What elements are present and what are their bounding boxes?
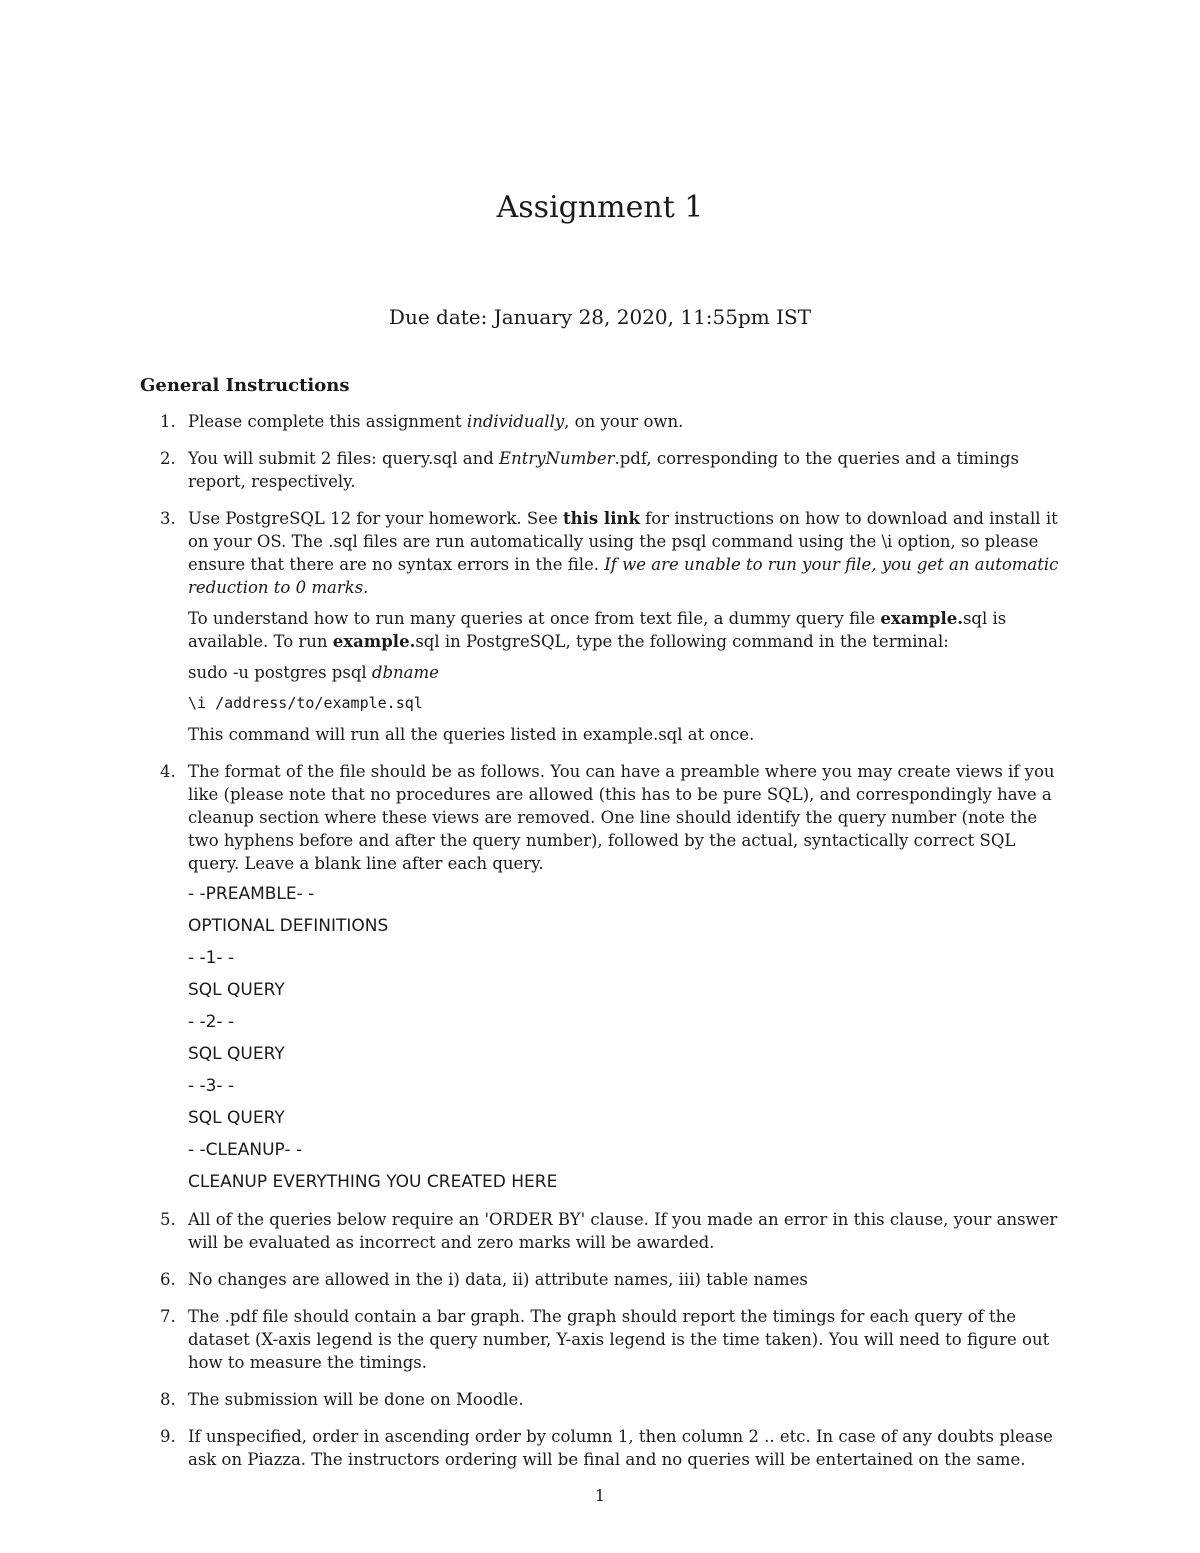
item-number: 4.: [160, 762, 176, 781]
file-format-block: [188, 883, 1062, 1194]
install-link[interactable]: this link: [563, 509, 640, 528]
item-number: 8.: [160, 1390, 176, 1409]
format-line: SQL QUERY: [188, 1044, 285, 1064]
item-number: 7.: [160, 1307, 176, 1326]
format-line: CLEANUP EVERYTHING YOU CREATED HERE: [188, 1172, 558, 1192]
item-paragraph: [188, 607, 1062, 653]
due-date: Due date: January 28, 2020, 11:55pm IST: [388, 305, 812, 329]
item-text: for instructions on how to download and install it on your OS. The .sql files are run automatically using the psql command using the \i option, so please ensure that there are no syntax errors in the file.: [188, 509, 1058, 574]
item-text: sql is available. To run: [188, 609, 1007, 651]
item-emphasis: EntryNumber: [499, 449, 615, 468]
item-text: .pdf, corresponding to the queries and a timings report, respectively.: [188, 449, 1019, 491]
item-text: You will submit 2 files: query.sql and: [188, 449, 500, 468]
format-line: - -CLEANUP- -: [188, 1140, 303, 1160]
item-text: To understand how to run many queries at once from text file, a dummy query file: [188, 609, 881, 628]
item-number: 2.: [160, 449, 176, 468]
command-line: [188, 661, 1062, 684]
document-title: Assignment 1: [496, 190, 704, 225]
instructions-list: [140, 410, 1062, 1485]
command-code: \i /address/to/example.sql: [188, 694, 423, 712]
format-line: OPTIONAL DEFINITIONS: [188, 916, 389, 936]
item-text: , on your own.: [564, 412, 684, 431]
item-number: 3.: [160, 509, 176, 528]
item-text: Use PostgreSQL 12 for your homework. See: [188, 509, 564, 528]
command-arg: dbname: [371, 663, 439, 682]
instruction-item-8: [140, 1388, 1062, 1411]
format-line: - -1- -: [188, 948, 235, 968]
command-text: sudo -u postgres psql: [188, 663, 372, 682]
instruction-item-1: [140, 410, 1062, 433]
instruction-item-2: [140, 447, 1062, 493]
instruction-item-9: [140, 1425, 1062, 1471]
item-text: Please complete this assignment: [188, 412, 467, 431]
item-emphasis: individually: [466, 412, 565, 431]
instruction-item-5: [140, 1208, 1062, 1254]
item-text: sql in PostgreSQL, type the following command in the terminal:: [415, 632, 949, 651]
format-line: SQL QUERY: [188, 980, 285, 1000]
page-number: 1: [594, 1486, 606, 1505]
format-line: - -2- -: [188, 1012, 235, 1032]
item-text: If unspecified, order in ascending order by column 1, then column 2 .. etc. In case of any doubts please ask on Piazza. The instructors ordering will be final and no queries will be entertained on the same.: [188, 1427, 1053, 1469]
item-number: 1.: [160, 412, 176, 431]
filename-bold: example.: [880, 609, 963, 628]
item-paragraph: [188, 507, 1062, 599]
instruction-item-6: [140, 1268, 1062, 1291]
item-number: 5.: [160, 1210, 176, 1229]
item-paragraph: This command will run all the queries listed in example.sql at once.: [188, 725, 755, 744]
filename-bold: example.: [332, 632, 416, 651]
instruction-item-7: [140, 1305, 1062, 1374]
item-paragraph: The format of the file should be as follows. You can have a preamble where you may create views if you like (please note that no procedures are allowed (this has to be pure SQL), and correspondingly have a cleanup section where these views are removed. One line should identify the query number (note the two hyphens before and after the query number), followed by the actual, syntactically correct SQL query. Leave a blank line after each query.: [188, 762, 1055, 873]
item-text: The .pdf file should contain a bar graph. The graph should report the timings for each query of the dataset (X-axis legend is the query number, Y-axis legend is the time taken). You will need to figure out how to measure the timings.: [188, 1307, 1050, 1372]
item-text: No changes are allowed in the i) data, ii) attribute names, iii) table names: [188, 1270, 808, 1289]
format-line: SQL QUERY: [188, 1108, 285, 1128]
item-text: The submission will be done on Moodle.: [188, 1390, 524, 1409]
instruction-item-3: [140, 507, 1062, 746]
format-line: - -3- -: [188, 1076, 235, 1096]
item-number: 9.: [160, 1427, 176, 1446]
instruction-item-4: [140, 760, 1062, 1194]
item-number: 6.: [160, 1270, 176, 1289]
section-heading: General Instructions: [140, 375, 350, 396]
item-warning: If we are unable to run your file, you get an automatic reduction to 0 marks.: [188, 555, 1059, 597]
format-line: - -PREAMBLE- -: [188, 884, 315, 904]
item-text: All of the queries below require an 'ORDER BY' clause. If you made an error in this clause, your answer will be evaluated as incorrect and zero marks will be awarded.: [188, 1210, 1058, 1252]
